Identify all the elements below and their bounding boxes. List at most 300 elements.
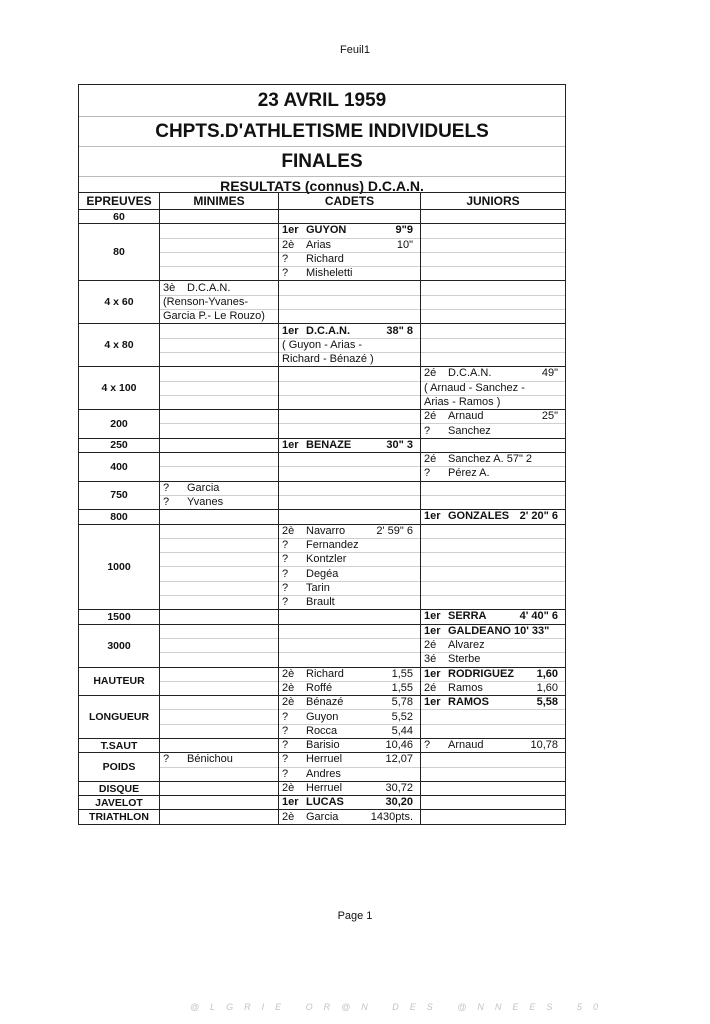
minimes-cell [160,453,279,467]
rank: 3è [163,281,176,294]
event-name: 4 x 60 [79,281,160,324]
athlete-name: D.C.A.N. [187,281,231,294]
table-row [79,738,566,752]
result-entry [282,782,417,795]
cadets-cell [279,610,421,624]
cadets-cell [279,352,421,366]
event-name: 1000 [79,524,160,610]
performance: 5,58 [536,696,558,709]
minimes-cell [160,724,279,738]
event-group [79,781,566,795]
event-group [79,610,566,624]
rank: 2è [282,667,295,680]
cadets-cell [279,553,421,567]
result-entry [282,267,417,280]
juniors-cell [421,596,566,610]
event-group [79,524,566,610]
juniors-cell [421,710,566,724]
title-date: 23 AVRIL 1959 [79,85,565,117]
athlete-name: Barisio [306,739,340,752]
event-name: 200 [79,410,160,439]
cadets-cell [279,224,421,238]
athlete-name: GONZALES [448,510,510,523]
cadets-cell [279,281,421,295]
cadets-cell [279,338,421,352]
rank: ? [282,753,289,766]
table-row [79,224,566,238]
title-finals: FINALES [79,147,565,177]
performance: 10,78 [530,739,558,752]
rank: 1er [424,624,441,637]
juniors-cell [421,638,566,652]
results-table [78,192,566,825]
juniors-cell [421,653,566,667]
juniors-cell [421,438,566,452]
athlete-name: Guyon [306,710,339,723]
juniors-cell [421,352,566,366]
cadets-cell [279,767,421,781]
minimes-cell [160,395,279,409]
result-entry [282,253,417,266]
table-row [79,753,566,767]
result-entry [282,339,417,352]
juniors-cell [421,495,566,509]
minimes-cell [160,810,279,824]
cadets-cell [279,395,421,409]
athlete-name: GALDEANO 10' 33" [448,624,550,637]
rank: 2é [424,410,437,423]
rank: 1er [424,667,441,680]
table-row [79,367,566,381]
cadets-cell [279,538,421,552]
athlete-name: Degéa [306,567,339,580]
juniors-cell [421,481,566,495]
athlete-name: LUCAS [306,796,344,809]
result-entry [424,382,562,395]
athlete-name: Bénazé [306,696,344,709]
result-entry [163,482,275,495]
result-entry [282,682,417,695]
athlete-name: Arias [306,238,332,251]
athlete-name: Sanchez [448,424,491,437]
cadets-cell [279,410,421,424]
event-group [79,281,566,324]
event-group [79,210,566,224]
rank: ? [282,567,289,580]
athlete-name: Yvanes [187,496,224,509]
table-row [79,524,566,538]
event-name: T.SAUT [79,738,160,752]
event-group [79,796,566,810]
athlete-name: GUYON [306,224,347,237]
athlete-name: RAMOS [448,696,489,709]
event-group [79,324,566,367]
cadets-cell [279,252,421,266]
athlete-name: Kontzler [306,553,347,566]
juniors-cell [421,510,566,524]
event-name: 800 [79,510,160,524]
result-entry [282,596,417,609]
minimes-cell [160,710,279,724]
athlete-name: D.C.A.N. [306,324,350,337]
minimes-cell [160,467,279,481]
event-group [79,696,566,739]
athlete-name: D.C.A.N. [448,367,492,380]
minimes-cell [160,681,279,695]
juniors-cell [421,210,566,224]
event-group [79,738,566,752]
result-entry [163,310,275,323]
rank: ? [282,267,289,280]
minimes-cell [160,767,279,781]
juniors-cell [421,567,566,581]
result-entry [424,625,562,638]
performance: 12,07 [385,753,413,766]
minimes-cell [160,324,279,338]
event-name: 80 [79,224,160,281]
cadets-cell [279,524,421,538]
juniors-cell [421,395,566,409]
table-row [79,481,566,495]
table-row [79,281,566,295]
table-row [79,796,566,810]
juniors-cell [421,367,566,381]
event-name: TRIATHLON [79,810,160,824]
result-entry [282,539,417,552]
result-entry [424,510,562,523]
athlete-name: Ramos [448,681,483,694]
result-entry [163,496,275,509]
minimes-cell [160,624,279,638]
performance: 49" [541,367,558,380]
header-epreuves: EPREUVES [79,193,160,210]
cadets-cell [279,495,421,509]
result-entry [424,467,562,480]
rank: ? [282,538,289,551]
athlete-name: Sanchez A. 57" 2 [448,453,533,466]
rank: 1er [282,324,299,337]
juniors-cell [421,281,566,295]
event-group [79,367,566,410]
table-row [79,696,566,710]
cadets-cell [279,295,421,309]
event-group [79,453,566,482]
athlete-name: Pérez A. [448,467,490,480]
rank: ? [282,596,289,609]
athlete-name: Misheletti [306,267,353,280]
rank: ? [424,467,431,480]
minimes-cell [160,753,279,767]
minimes-cell [160,381,279,395]
result-entry [424,653,562,666]
athlete-name: SERRA [448,610,487,623]
athlete-name: Andres [306,767,341,780]
athlete-name: Arnaud [448,410,484,423]
performance: 10,46 [385,739,413,752]
cadets-cell [279,638,421,652]
cadets-cell [279,567,421,581]
minimes-cell [160,352,279,366]
athlete-name: Richard - Bénazé ) [282,353,374,366]
cadets-cell [279,781,421,795]
minimes-cell [160,410,279,424]
juniors-cell [421,538,566,552]
juniors-cell [421,610,566,624]
juniors-cell [421,796,566,810]
result-entry [424,696,562,709]
performance: 1,55 [391,681,413,694]
rank: ? [163,481,170,494]
result-entry [282,353,417,366]
rank: 2é [424,681,437,694]
juniors-cell [421,553,566,567]
performance: 1,55 [391,667,413,680]
result-entry [282,553,417,566]
event-name: 400 [79,453,160,482]
cadets-cell [279,581,421,595]
cadets-cell [279,510,421,524]
cadets-cell [279,653,421,667]
title-block [78,84,566,195]
cadets-cell [279,267,421,281]
juniors-cell [421,252,566,266]
juniors-cell [421,581,566,595]
cadets-cell [279,238,421,252]
minimes-cell [160,338,279,352]
table-row [79,610,566,624]
juniors-cell [421,267,566,281]
result-entry [424,668,562,681]
rank: 1er [424,696,441,709]
rank: 1er [282,438,299,451]
juniors-cell [421,424,566,438]
rank: 1er [424,510,441,523]
result-entry [282,739,417,752]
table-row [79,324,566,338]
minimes-cell [160,567,279,581]
cadets-cell [279,710,421,724]
athlete-name: Tarin [306,581,330,594]
juniors-cell [421,338,566,352]
table-row [79,510,566,524]
juniors-cell [421,238,566,252]
cadets-cell [279,453,421,467]
performance: 30,72 [385,782,413,795]
minimes-cell [160,424,279,438]
athlete-name: BENAZE [306,438,352,451]
performance: 4' 40" 6 [519,610,558,623]
table-row [79,810,566,824]
result-entry [282,725,417,738]
juniors-cell [421,724,566,738]
event-name: LONGUEUR [79,696,160,739]
minimes-cell [160,281,279,295]
minimes-cell [160,295,279,309]
table-row [79,438,566,452]
performance: 2' 59" 6 [376,524,413,537]
juniors-cell [421,524,566,538]
event-name: JAVELOT [79,796,160,810]
rank: 2è [282,524,295,537]
rank: ? [282,767,289,780]
result-entry [282,239,417,252]
juniors-cell [421,224,566,238]
minimes-cell [160,524,279,538]
rank: 2é [424,453,437,466]
result-entry [424,410,562,423]
juniors-cell [421,295,566,309]
event-group [79,667,566,696]
header-juniors: JUNIORS [421,193,566,210]
event-name: HAUTEUR [79,667,160,696]
rank: 1er [282,796,299,809]
cadets-cell [279,381,421,395]
juniors-cell [421,781,566,795]
rank: 1er [282,224,299,237]
minimes-cell [160,367,279,381]
rank: ? [282,581,289,594]
minimes-cell [160,538,279,552]
table-row [79,667,566,681]
athlete-name: Navarro [306,524,346,537]
athlete-name: Garcia P.- Le Rouzo) [163,310,265,323]
minimes-cell [160,310,279,324]
juniors-cell [421,753,566,767]
athlete-name: RODRIGUEZ [448,667,514,680]
result-entry [424,739,562,752]
result-entry [163,753,275,766]
minimes-cell [160,596,279,610]
rank: ? [163,753,170,766]
cadets-cell [279,467,421,481]
minimes-cell [160,267,279,281]
rank: ? [424,424,431,437]
performance: 38" 8 [386,324,413,337]
cadets-cell [279,310,421,324]
minimes-cell [160,738,279,752]
event-name: 1500 [79,610,160,624]
header-minimes: MINIMES [160,193,279,210]
table-row [79,781,566,795]
title-results: RESULTATS (connus) D.C.A.N. [220,178,424,194]
juniors-cell [421,310,566,324]
performance: 5,44 [391,724,413,737]
performance: 1,60 [536,681,558,694]
result-entry [424,610,562,623]
cadets-cell [279,753,421,767]
athlete-name: Garcia [187,481,220,494]
minimes-cell [160,638,279,652]
result-entry [424,639,562,652]
juniors-cell [421,681,566,695]
event-name: 250 [79,438,160,452]
cadets-cell [279,210,421,224]
cadets-cell [279,367,421,381]
cadets-cell [279,738,421,752]
rank: ? [282,710,289,723]
performance: 5,52 [391,710,413,723]
result-entry [282,668,417,681]
rank: 2è [282,810,295,823]
minimes-cell [160,796,279,810]
minimes-cell [160,481,279,495]
table-row [79,210,566,224]
minimes-cell [160,238,279,252]
result-entry [282,796,417,809]
athlete-name: Herruel [306,782,343,795]
event-group [79,753,566,782]
result-entry [163,296,275,309]
event-group [79,624,566,667]
juniors-cell [421,467,566,481]
juniors-cell [421,696,566,710]
cadets-cell [279,696,421,710]
minimes-cell [160,553,279,567]
result-entry [282,568,417,581]
minimes-cell [160,696,279,710]
result-entry [424,453,562,466]
athlete-name: (Renson-Yvanes- [163,295,248,308]
rank: 2è [282,238,295,251]
header-row [79,193,566,210]
event-group [79,410,566,439]
cadets-cell [279,438,421,452]
athlete-name: Roffé [306,681,333,694]
event-name: 750 [79,481,160,510]
performance: 9"9 [395,224,413,237]
result-entry [424,367,562,380]
title-championship: CHPTS.D'ATHLETISME INDIVIDUELS [79,117,565,147]
sheet-name: Feuil1 [340,44,370,56]
performance: 10" [396,238,413,251]
minimes-cell [160,581,279,595]
event-group [79,810,566,824]
performance: 5,78 [391,696,413,709]
cadets-cell [279,796,421,810]
rank: ? [282,253,289,266]
juniors-cell [421,324,566,338]
result-entry [282,768,417,781]
minimes-cell [160,781,279,795]
event-group [79,481,566,510]
result-entry [282,525,417,538]
table-row [79,453,566,467]
athlete-name: Arnaud [448,739,484,752]
cadets-cell [279,481,421,495]
cadets-cell [279,667,421,681]
athlete-name: Herruel [306,753,343,766]
cadets-cell [279,596,421,610]
result-entry [282,753,417,766]
rank: ? [424,739,431,752]
cadets-cell [279,681,421,695]
event-name: DISQUE [79,781,160,795]
cadets-cell [279,424,421,438]
rank: 2è [282,696,295,709]
performance: 1430pts. [370,810,413,823]
event-group [79,510,566,524]
athlete-name: Richard [306,253,344,266]
athlete-name: Rocca [306,724,338,737]
minimes-cell [160,224,279,238]
performance: 30,20 [385,796,413,809]
event-name: 4 x 100 [79,367,160,410]
minimes-cell [160,667,279,681]
page-footer: Page 1 [337,910,373,922]
rank: 2é [424,367,437,380]
minimes-cell [160,653,279,667]
result-entry [282,325,417,338]
